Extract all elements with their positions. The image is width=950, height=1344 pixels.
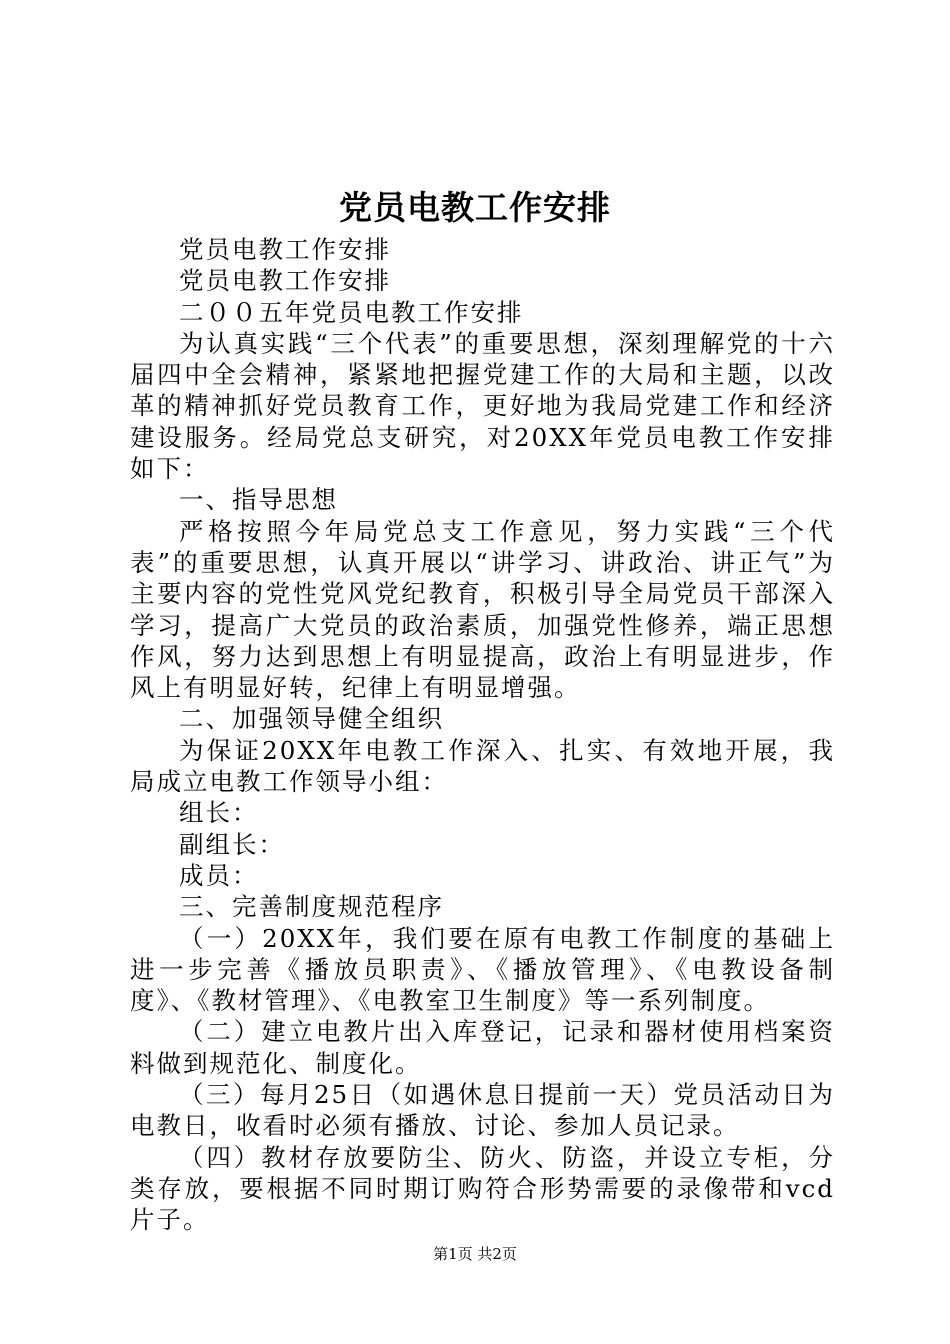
leader-label: 组长： [179, 798, 259, 828]
list-item: （一）20XX年，我们要在原有电教工作制度的基础上进一步完善《播放员职责》、《播放管理》、《电教设备制度》、《教材管理》、《电教室卫生制度》等一系列制度。 [130, 923, 835, 1016]
document-title: 党员电教工作安排 [339, 188, 611, 227]
paragraph: 为认真实践“三个代表”的重要思想，深刻理解党的十六届四中全会精神，紧紧地把握党建工作的大局和主题，以改革的精神抓好党员教育工作，更好地为我局党建工作和经济建设服务。经局党总支研究，对20XX年党员电教工作安排如下： [130, 328, 835, 484]
document-body [130, 234, 835, 1236]
list-item: （二）建立电教片出入库登记，记录和器材使用档案资料做到规范化、制度化。 [130, 1017, 835, 1078]
paragraph: 党员电教工作安排 [179, 235, 391, 264]
deputy-leader-label: 副组长： [179, 829, 285, 859]
paragraph: 严格按照今年局党总支工作意见，努力实践“三个代表”的重要思想，认真开展以“讲学习、讲政治、讲正气”为主要内容的党性党风党纪教育，积极引导全局党员干部深入学习，提高广大党员的政治素质，加强党性修养，端正思想作风，努力达到思想上有明显提高，政治上有明显进步，作风上有明显好转，纪律上有明显增强。 [130, 516, 835, 703]
section-heading: 一、指导思想 [179, 485, 338, 515]
paragraph: 党员电教工作安排 [179, 266, 391, 296]
section-heading: 二、加强领导健全组织 [179, 704, 444, 734]
list-item: （四）教材存放要防尘、防火、防盗，并设立专柜，分类存放，要根据不同时期订购符合形势需要的录像带和vcd片子。 [130, 1142, 835, 1235]
section-heading: 三、完善制度规范程序 [179, 892, 444, 922]
paragraph: 二００五年党员电教工作安排 [179, 297, 524, 327]
page-footer: 第1页 共2页 [433, 1245, 517, 1263]
list-item: （三）每月25日（如遇休息日提前一天）党员活动日为电教日，收看时必须有播放、讨论、参加人员记录。 [130, 1080, 835, 1141]
members-label: 成员： [179, 860, 259, 890]
paragraph: 为保证20XX年电教工作深入、扎实、有效地开展，我局成立电教工作领导小组： [130, 735, 835, 797]
